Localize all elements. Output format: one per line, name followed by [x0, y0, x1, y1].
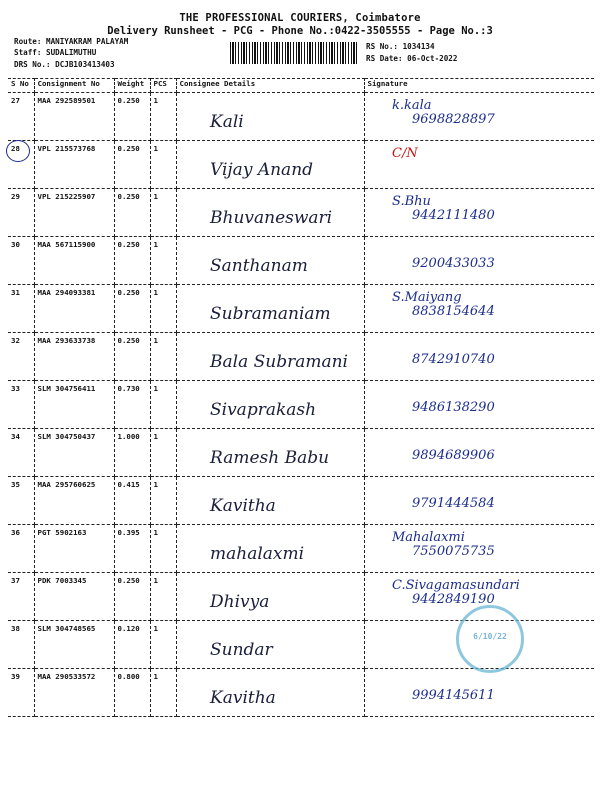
row-consignment-no: MAA 290533572: [34, 669, 114, 717]
row-sno: 39: [8, 669, 34, 717]
row-sno: 33: [8, 381, 34, 429]
row-pcs: 1: [150, 477, 176, 525]
col-consignment: Consignment No: [34, 79, 114, 93]
row-weight: 0.415: [114, 477, 150, 525]
row-sno: 28: [8, 141, 34, 189]
row-consignment-no: PDK 7003345: [34, 573, 114, 621]
row-weight: 0.250: [114, 93, 150, 141]
col-signature: Signature: [364, 79, 594, 93]
row-consignee-cell: [176, 93, 364, 141]
sheet-title: Delivery Runsheet - PCG - Phone No.:0422-3505555 - Page No.:3: [107, 25, 493, 37]
row-weight: 0.250: [114, 237, 150, 285]
signature-handwriting: S.Bhu: [392, 194, 431, 209]
row-sno: 38: [8, 621, 34, 669]
row-pcs: 1: [150, 93, 176, 141]
row-sno: 35: [8, 477, 34, 525]
row-weight: 0.250: [114, 573, 150, 621]
row-weight: 0.250: [114, 189, 150, 237]
row-sno: 27: [8, 93, 34, 141]
phone-handwriting: 8742910740: [412, 352, 495, 367]
drs-number: DRS No.: DCJB103413403: [14, 60, 115, 69]
row-consignment-no: SLM 304756411: [34, 381, 114, 429]
consignee-handwriting: Sivaprakash: [210, 400, 317, 420]
row-sno: 31: [8, 285, 34, 333]
row-pcs: 1: [150, 237, 176, 285]
consignee-handwriting: Dhivya: [210, 592, 270, 612]
row-consignment-no: MAA 293633738: [34, 333, 114, 381]
row-weight: 0.800: [114, 669, 150, 717]
consignee-handwriting: Ramesh Babu: [210, 448, 330, 468]
row-sno: 36: [8, 525, 34, 573]
rs-date: RS Date: 06-Oct-2022: [366, 54, 458, 63]
phone-handwriting: 9442849190: [412, 592, 495, 607]
row-pcs: 1: [150, 285, 176, 333]
row-consignment-no: SLM 304750437: [34, 429, 114, 477]
row-consignee-cell: [176, 573, 364, 621]
row-weight: 1.000: [114, 429, 150, 477]
phone-handwriting: 7550075735: [412, 544, 495, 559]
signature-handwriting: S.Maiyang: [392, 290, 462, 305]
barcode: [230, 42, 358, 64]
row-pcs: 1: [150, 381, 176, 429]
consignee-handwriting: Kavitha: [210, 496, 276, 516]
table-row: [8, 477, 594, 525]
row-weight: 0.120: [114, 621, 150, 669]
consignee-handwriting: Subramaniam: [210, 304, 331, 324]
row-pcs: 1: [150, 573, 176, 621]
row-consignment-no: SLM 304748565: [34, 621, 114, 669]
phone-handwriting: 8838154644: [412, 304, 495, 319]
row-pcs: 1: [150, 525, 176, 573]
phone-handwriting: 9894689906: [412, 448, 495, 463]
table-row: [8, 93, 594, 141]
table-header-row: [8, 79, 594, 93]
row-consignment-no: PGT 5902163: [34, 525, 114, 573]
row-sno: 30: [8, 237, 34, 285]
consignee-handwriting: Vijay Anand: [210, 160, 314, 180]
row-sno: 37: [8, 573, 34, 621]
phone-handwriting: 9994145611: [412, 688, 495, 703]
signature-handwriting: Mahalaxmi: [392, 530, 465, 545]
row-pcs: 1: [150, 669, 176, 717]
col-weight: Weight: [114, 79, 150, 93]
staff-label: Staff: SUDALIMUTHU: [14, 48, 97, 57]
row-weight: 0.250: [114, 141, 150, 189]
consignee-handwriting: Santhanam: [210, 256, 308, 276]
row-pcs: 1: [150, 189, 176, 237]
rs-number: RS No.: 1034134: [366, 42, 435, 51]
table-row: [8, 669, 594, 717]
row-consignment-no: MAA 292589501: [34, 93, 114, 141]
row-weight: 0.250: [114, 333, 150, 381]
row-pcs: 1: [150, 621, 176, 669]
row-sno: 34: [8, 429, 34, 477]
consignee-handwriting: Bhuvaneswari: [210, 208, 333, 228]
col-sno: S No: [8, 79, 34, 93]
row-consignment-no: MAA 295760625: [34, 477, 114, 525]
row-pcs: 1: [150, 333, 176, 381]
row-consignment-no: VPL 215225907: [34, 189, 114, 237]
row-sno: 32: [8, 333, 34, 381]
consignee-handwriting: Kavitha: [210, 688, 276, 708]
phone-handwriting: 9200433033: [412, 256, 495, 271]
consignee-handwriting: Bala Subramani: [210, 352, 348, 372]
col-consignee: Consignee Details: [176, 79, 364, 93]
phone-handwriting: 9698828897: [412, 112, 495, 127]
route-label: Route: MANIYAKRAM PALAYAM: [14, 37, 129, 46]
consignee-handwriting: Kali: [210, 112, 244, 132]
row-pcs: 1: [150, 141, 176, 189]
phone-handwriting: 9442111480: [412, 208, 495, 223]
row-weight: 0.730: [114, 381, 150, 429]
row-weight: 0.250: [114, 285, 150, 333]
phone-handwriting: 9486138290: [412, 400, 495, 415]
signature-handwriting: C.Sivagamasundari: [392, 578, 520, 593]
company-name: THE PROFESSIONAL COURIERS, Coimbatore: [179, 12, 421, 24]
col-pcs: PCS: [150, 79, 176, 93]
delivery-stamp: 6/10/22: [456, 605, 524, 673]
row-sno: 29: [8, 189, 34, 237]
row-pcs: 1: [150, 429, 176, 477]
handwritten-circle: [6, 140, 30, 162]
row-consignment-no: MAA 567115900: [34, 237, 114, 285]
row-consignment-no: VPL 215573768: [34, 141, 114, 189]
signature-handwriting: k.kala: [392, 98, 432, 113]
signature-handwriting: C/N: [392, 146, 418, 161]
consignee-handwriting: Sundar: [210, 640, 273, 660]
row-consignment-no: MAA 294093381: [34, 285, 114, 333]
phone-handwriting: 9791444584: [412, 496, 495, 511]
consignee-handwriting: mahalaxmi: [210, 544, 305, 564]
row-weight: 0.395: [114, 525, 150, 573]
